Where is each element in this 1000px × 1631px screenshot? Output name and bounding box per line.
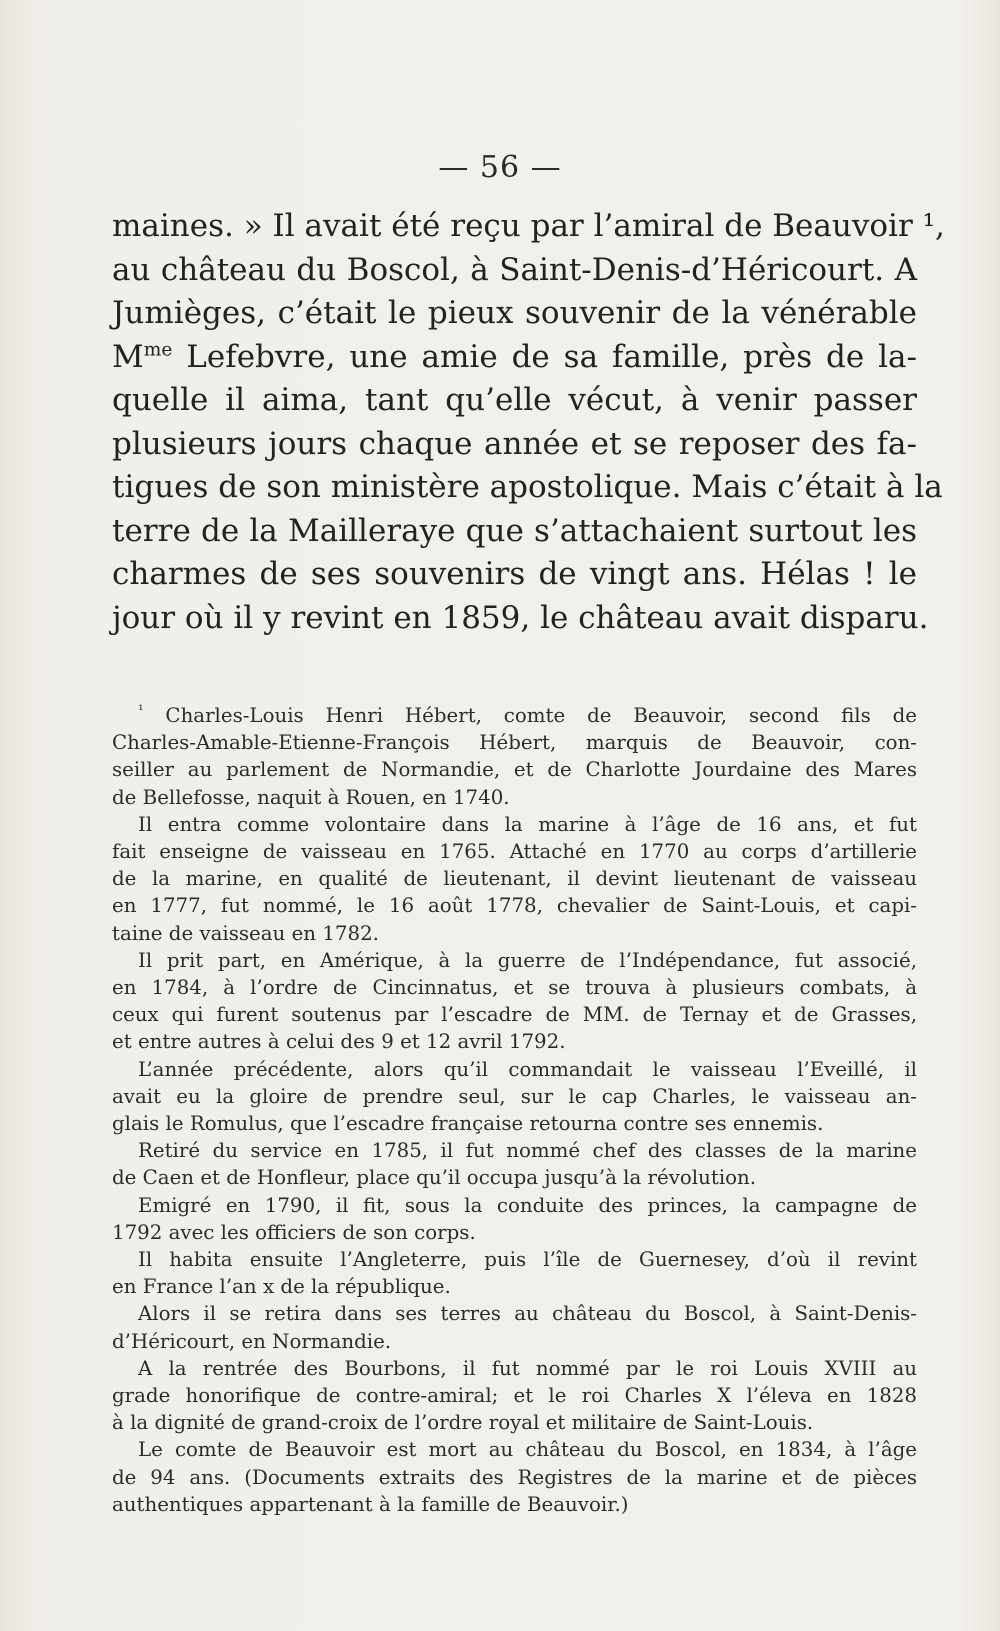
footnote-paragraph [112, 702, 917, 811]
footnote-paragraph [112, 1355, 917, 1437]
footnote-line: et entre autres à celui des 9 et 12 avril 1792. [112, 1030, 566, 1054]
footnote-line: de 94 ans. (Documents extraits des Registres de la marine et de pièces [112, 1465, 917, 1489]
footnote-line: Emigré en 1790, il fit, sous la conduite des princes, la campagne de [138, 1193, 917, 1217]
footnote-line: seiller au parlement de Normandie, et de Charlotte Jourdaine des Mares [112, 758, 917, 782]
footnote-paragraph [112, 947, 917, 1056]
footnote-paragraph [112, 1436, 917, 1518]
text-line [112, 336, 917, 380]
page-number: — 56 — [438, 150, 562, 185]
footnote-line: Charles-Amable-Etienne-François Hébert, marquis de Beauvoir, con- [112, 731, 917, 755]
footnote-paragraph [112, 1300, 917, 1354]
footnote-line: authentiques appartenant à la famille de Beauvoir.) [112, 1492, 629, 1516]
footnote-line: Retiré du service en 1785, il fut nommé chef des classes de la marine [138, 1139, 917, 1163]
footnote-line: de Caen et de Honfleur, place qu’il occupa jusqu’à la révolution. [112, 1166, 757, 1190]
footnote-line: Il prit part, en Amérique, à la guerre de l’Indépendance, fut associé, [138, 948, 917, 972]
footnote-line: à la dignité de grand-croix de l’ordre royal et militaire de Saint-Louis. [112, 1411, 814, 1435]
footnote-line: grade honorifique de contre-amiral; et le roi Charles X l’éleva en 1828 [112, 1384, 917, 1408]
footnote-line: en 1777, fut nommé, le 16 août 1778, chevalier de Saint-Louis, et capi- [112, 894, 917, 918]
footnote-line: A la rentrée des Bourbons, il fut nommé par le roi Louis XVIII au [138, 1356, 917, 1380]
text-line: quelle il aima, tant qu’elle vécut, à venir passer [112, 382, 917, 418]
footnote-line: en France l’an x de la république. [112, 1275, 451, 1299]
text-line: maines. » Il avait été reçu par l’amiral de Beauvoir ¹, [112, 208, 945, 244]
text-line: jour où il y revint en 1859, le château avait disparu. [112, 599, 929, 636]
text-line: terre de la Mailleraye que s’attachaient surtout les [112, 512, 917, 549]
footnote-line: avait eu la gloire de prendre seul, sur le cap Charles, le vaisseau an- [112, 1084, 917, 1108]
footnote-line: d’Héricourt, en Normandie. [112, 1329, 392, 1353]
footnote-paragraph [112, 1246, 917, 1300]
text-line: charmes de ses souvenirs de vingt ans. Hélas ! le [112, 556, 917, 592]
footnote-line [112, 702, 917, 729]
footnote-line: L’année précédente, alors qu’il commandait le vaisseau l’Eveillé, il [138, 1057, 917, 1081]
footnote-line: en 1784, à l’ordre de Cincinnatus, et se trouva à plusieurs combats, à [112, 976, 917, 1000]
text-segment: Lefebvre, une amie de sa famille, près de la- [172, 338, 917, 375]
footnote-marker: ¹ [138, 702, 144, 719]
footnotes [112, 702, 917, 1518]
footnote-paragraph [112, 1192, 917, 1246]
footnote-paragraph [112, 1137, 917, 1191]
footnote-line: glais le Romulus, que l’escadre française retourna contre ses ennemis. [112, 1112, 824, 1136]
text-line: au château du Boscol, à Saint-Denis-d’Héricourt. A [112, 251, 917, 288]
text-line: tigues de son ministère apostolique. Mais c’était à la [112, 469, 943, 505]
footnote-line: fait enseigne de vaisseau en 1765. Attaché en 1770 au corps d’artillerie [112, 840, 917, 864]
footnote-line: taine de vaisseau en 1782. [112, 921, 379, 945]
text-line: Jumièges, c’était le pieux souvenir de la vénérable [112, 295, 917, 331]
footnote-line: de la marine, en qualité de lieutenant, il devint lieutenant de vaisseau [112, 867, 917, 891]
footnote-line: 1792 avec les officiers de son corps. [112, 1220, 476, 1244]
footnote-line: Le comte de Beauvoir est mort au château du Boscol, en 1834, à l’âge [138, 1438, 917, 1462]
footnote-line: ceux qui furent soutenus par l’escadre de MM. de Ternay et de Grasses, [112, 1003, 917, 1027]
footnote-line: Alors il se retira dans ses terres au château du Boscol, à Saint-Denis- [138, 1302, 917, 1326]
text-line: plusieurs jours chaque année et se reposer des fa- [112, 425, 917, 462]
text-segment: Charles-Louis Henri Hébert, comte de Beauvoir, second fils de [143, 704, 917, 727]
title-abbrev: M [112, 338, 144, 375]
footnote-paragraph [112, 1056, 917, 1138]
footnote-line: de Bellefosse, naquit à Rouen, en 1740. [112, 785, 510, 809]
footnote-line: Il entra comme volontaire dans la marine à l’âge de 16 ans, et fut [138, 812, 917, 836]
footnote-paragraph [112, 811, 917, 947]
footnote-line: Il habita ensuite l’Angleterre, puis l’île de Guernesey, d’où il revint [138, 1248, 917, 1272]
title-superscript: me [143, 339, 173, 361]
main-text [112, 205, 945, 640]
